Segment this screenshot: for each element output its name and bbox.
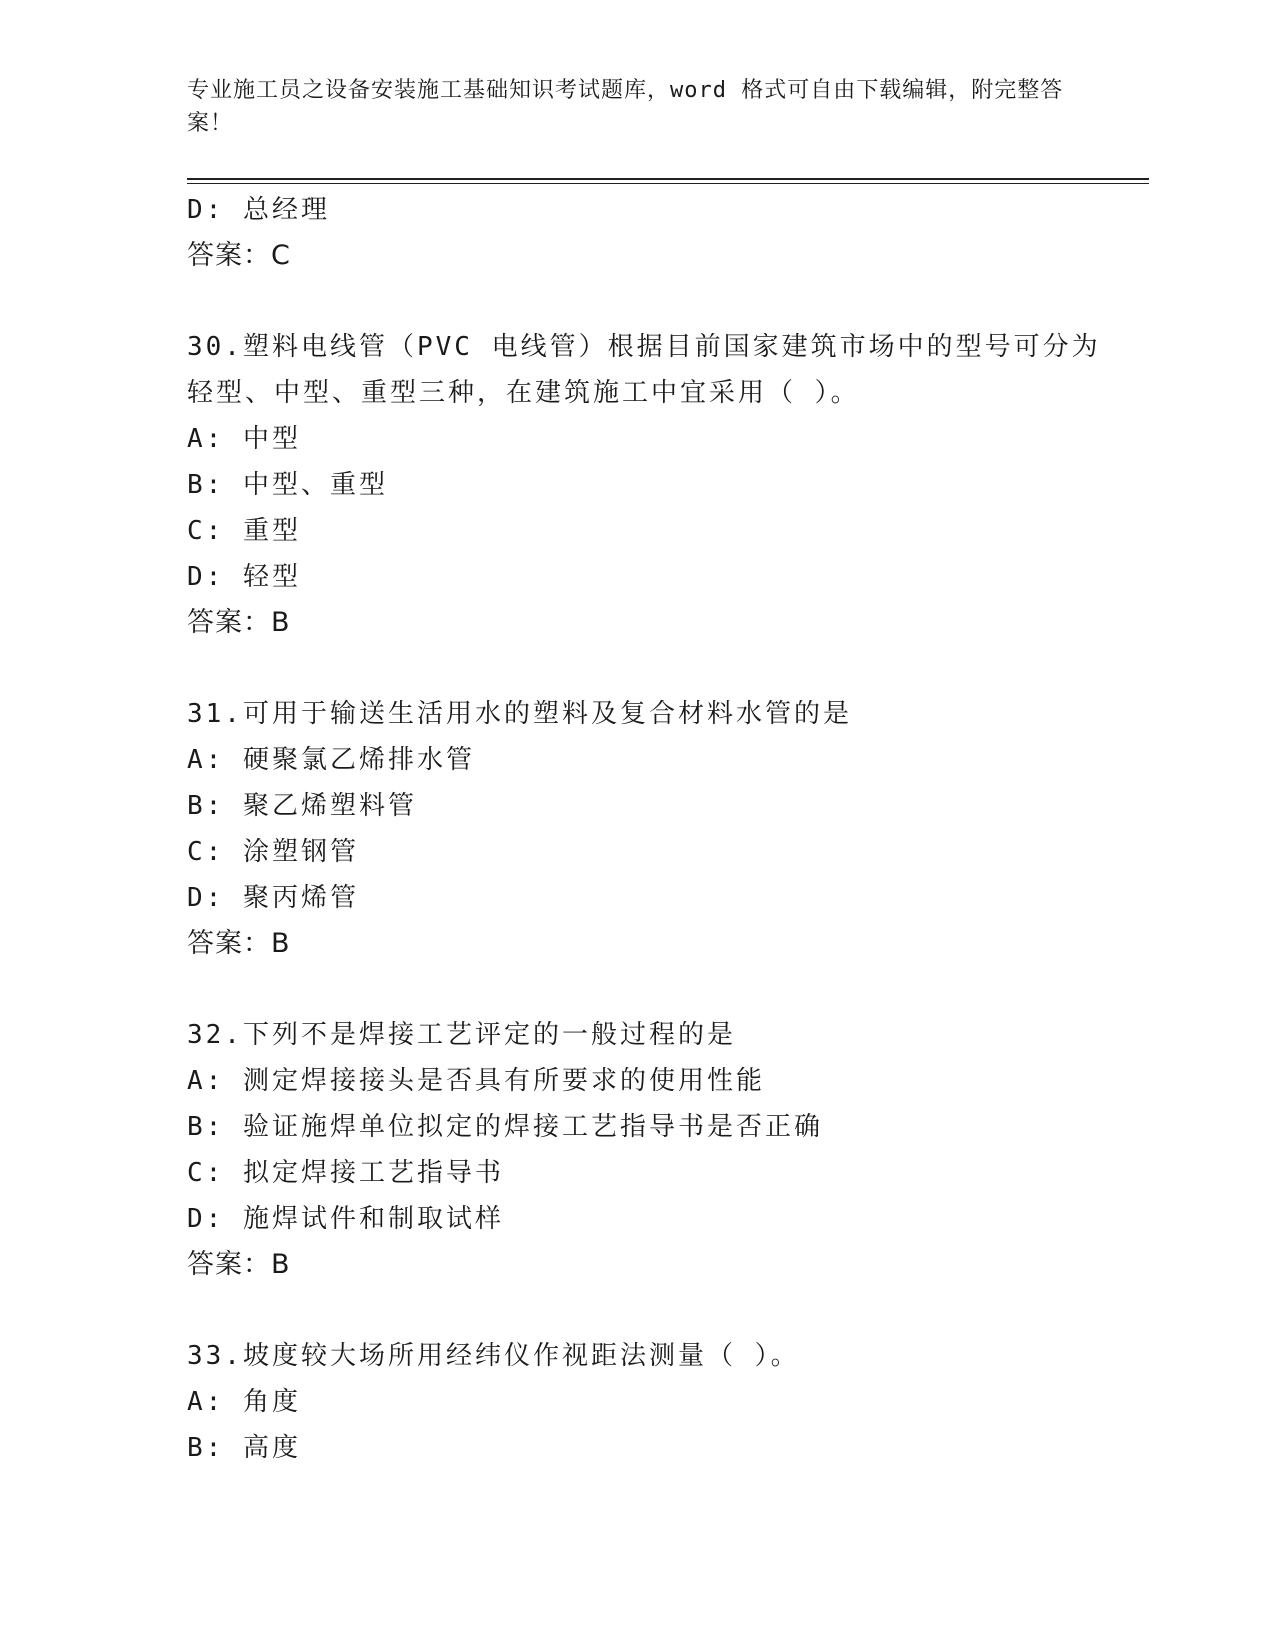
option-a: A: 硬聚氯乙烯排水管 bbox=[187, 745, 475, 775]
option-c: C: 涂塑钢管 bbox=[187, 837, 359, 867]
question-stem-continued: 轻型、中型、重型三种，在建筑施工中宜采用（ ）。 bbox=[187, 378, 860, 408]
question-30 bbox=[187, 324, 1101, 646]
question-33 bbox=[187, 1333, 1087, 1471]
option-a: A: 测定焊接接头是否具有所要求的使用性能 bbox=[187, 1066, 765, 1096]
option-d: D: 轻型 bbox=[187, 562, 301, 592]
option-d: D: 施焊试件和制取试样 bbox=[187, 1204, 504, 1234]
option-b: B: 聚乙烯塑料管 bbox=[187, 791, 417, 821]
option-d: D: 总经理 bbox=[187, 195, 330, 225]
option-b: B: 中型、重型 bbox=[187, 470, 388, 500]
answer: 答案：C bbox=[187, 240, 291, 271]
question-stem: 31.可用于输送生活用水的塑料及复合材料水管的是 bbox=[187, 699, 852, 729]
answer: 答案：B bbox=[187, 607, 291, 638]
option-b: B: 高度 bbox=[187, 1433, 301, 1463]
option-a: A: 角度 bbox=[187, 1387, 301, 1417]
question-32 bbox=[187, 1012, 1087, 1288]
question-stem: 33.坡度较大场所用经纬仪作视距法测量（ ）。 bbox=[187, 1341, 800, 1371]
question-31 bbox=[187, 691, 1087, 967]
question-list bbox=[187, 187, 1101, 1471]
answer: 答案：B bbox=[187, 928, 291, 959]
option-c: C: 重型 bbox=[187, 516, 301, 546]
header-text: 专业施工员之设备安装施工基础知识考试题库，word 格式可自由下载编辑，附完整答案！ bbox=[187, 78, 1064, 136]
option-d: D: 聚丙烯管 bbox=[187, 883, 359, 913]
option-c: C: 拟定焊接工艺指导书 bbox=[187, 1158, 504, 1188]
question-stem: 30.塑料电线管（PVC 电线管）根据目前国家建筑市场中的型号可分为 bbox=[187, 332, 1101, 362]
question-29-tail bbox=[187, 187, 1087, 279]
answer: 答案：B bbox=[187, 1249, 291, 1280]
option-b: B: 验证施焊单位拟定的焊接工艺指导书是否正确 bbox=[187, 1112, 823, 1142]
question-stem: 32.下列不是焊接工艺评定的一般过程的是 bbox=[187, 1020, 736, 1050]
option-a: A: 中型 bbox=[187, 424, 301, 454]
header-divider-thick bbox=[187, 178, 1149, 180]
header-divider-thin bbox=[187, 183, 1149, 184]
document-header bbox=[187, 74, 1077, 140]
